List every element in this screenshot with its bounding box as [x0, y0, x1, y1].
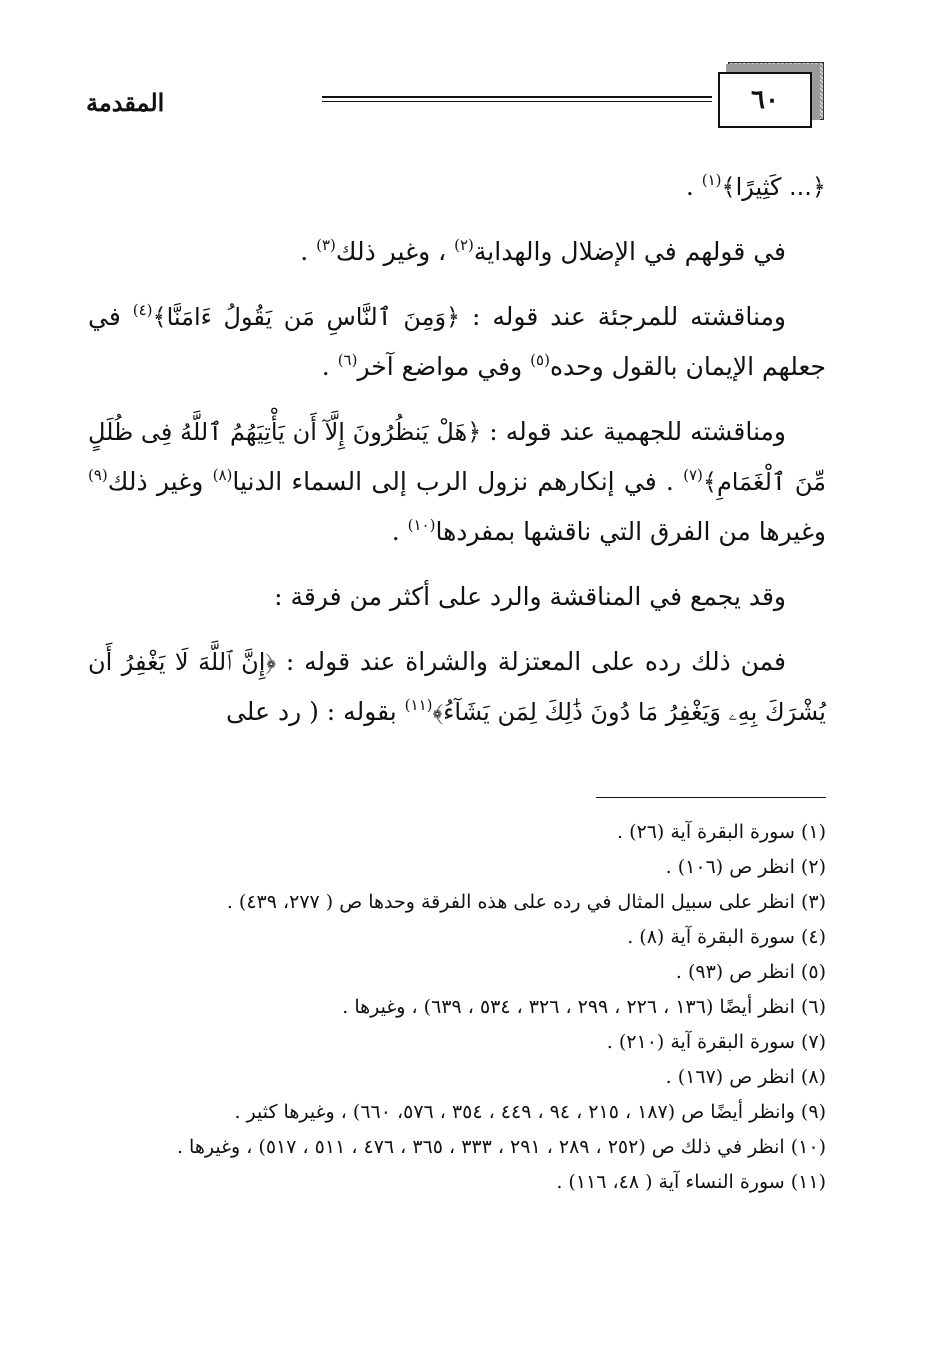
paragraph-text: . [391, 517, 408, 546]
footnote-ref: (٣) [316, 236, 336, 254]
footnote: (٤) سورة البقرة آية (٨) . [627, 926, 826, 948]
header-rule [322, 96, 712, 102]
running-header-title: المقدمة [86, 88, 165, 117]
paragraph-text: ومناقشته للجهمية عند قوله : [481, 417, 786, 446]
footnote: (١) سورة البقرة آية (٢٦) . [616, 821, 826, 843]
footnotes [80, 815, 826, 1200]
quran-verse: ﴿وَمِنَ ٱلنَّاسِ مَن يَقُولُ ءَامَنَّا﴾ [152, 303, 461, 331]
footnote: (٣) انظر على سبيل المثال في رده على هذه الفرقة وحدها ص ( ٢٧٧، ٤٣٩) . [226, 891, 826, 913]
page-number: ٦٠ [718, 72, 812, 128]
footnote-ref: (١) [701, 171, 722, 189]
footnote: (٧) سورة البقرة آية (٢١٠) . [606, 1031, 826, 1053]
paragraph-text: ومناقشته للمرجئة عند قوله : [460, 302, 786, 331]
paragraph [88, 292, 826, 392]
footnote-separator [596, 797, 826, 798]
paragraph-text: . [321, 352, 338, 381]
paragraph-text: فمن ذلك رده على المعتزلة والشراة عند قوله : [276, 647, 787, 676]
footnote-ref: (٢) [454, 236, 474, 254]
footnote-ref: (٧) [683, 466, 703, 484]
paragraph-text: ، وغير ذلك [335, 237, 455, 266]
footnote-ref: (١٠) [407, 516, 436, 534]
paragraph [88, 637, 826, 737]
footnote: (١١) سورة النساء آية ( ٤٨، ١١٦) . [556, 1171, 826, 1193]
footnote-ref: (٤) [132, 301, 153, 319]
footnote: (٩) وانظر أيضًا ص (١٨٧ ، ٢١٥ ، ٩٤ ، ٤٤٩ ، ٣٥٤ ، ٥٧٦، ٦٦٠) ، وغيرها كثير . [234, 1101, 826, 1123]
quran-verse: ﴿إِنَّ ٱللَّهَ لَا يَغْفِرُ أَن يُشْرَكَ بِهِۦ وَيَغْفِرُ مَا دُونَ ذَٰلِكَ لِمَن يَشَآءُ﴾ [88, 648, 826, 726]
paragraph-text: بقوله : ( رد على [225, 697, 405, 726]
footnote: (٦) انظر أيضًا (١٣٦ ، ٢٢٦ ، ٢٩٩ ، ٣٢٦ ، ٥٣٤ ، ٦٣٩) ، وغيرها . [342, 996, 826, 1018]
paragraph-text: . في إنكارهم نزول الرب إلى السماء الدنيا [232, 467, 684, 496]
footnote: (٢) انظر ص (١٠٦) . [665, 856, 826, 878]
quran-verse: ﴿هَلْ يَنظُرُونَ إِلَّآ أَن يَأْتِيَهُمُ ٱللَّهُ فِى ظُلَلٍ مِّنَ ٱلْغَمَامِ﴾ [88, 418, 826, 496]
footnote: (١٠) انظر في ذلك ص (٢٥٢ ، ٢٨٩ ، ٢٩١ ، ٣٣٣ ، ٣٦٥ ، ٤٧٦ ، ٥١١ ، ٥١٧) ، وغيرها . [176, 1136, 826, 1158]
footnote-ref: (٨) [212, 466, 233, 484]
paragraph-text: وغير ذلك [107, 467, 213, 496]
footnote-ref: (١١) [404, 696, 433, 714]
main-text [88, 162, 826, 752]
footnote: (٥) انظر ص (٩٣) . [675, 961, 826, 983]
footnote-ref: (٩) [88, 466, 108, 484]
footnote: (٨) انظر ص (١٦٧) . [665, 1066, 826, 1088]
paragraph-text: في قولهم في الإضلال والهداية [473, 237, 786, 266]
paragraph-text: . [300, 237, 317, 266]
paragraph-continuation [88, 162, 826, 212]
paragraph-text: وقد يجمع في المناقشة والرد على أكثر من فرقة : [274, 582, 786, 611]
footnote-ref: (٦) [337, 351, 358, 369]
footnote-ref: (٥) [530, 351, 550, 369]
paragraph [88, 227, 826, 277]
paragraph-text: . [685, 172, 702, 201]
paragraph-text: في جعلهم الإيمان بالقول وحده [88, 302, 826, 381]
quran-verse: ﴿... كَثِيرًا﴾ [721, 173, 826, 201]
paragraph [88, 572, 826, 622]
paragraph [88, 407, 826, 557]
paragraph-text: وفي مواضع آخر [357, 352, 531, 381]
paragraph-text: وغيرها من الفرق التي ناقشها بمفردها [435, 517, 826, 546]
